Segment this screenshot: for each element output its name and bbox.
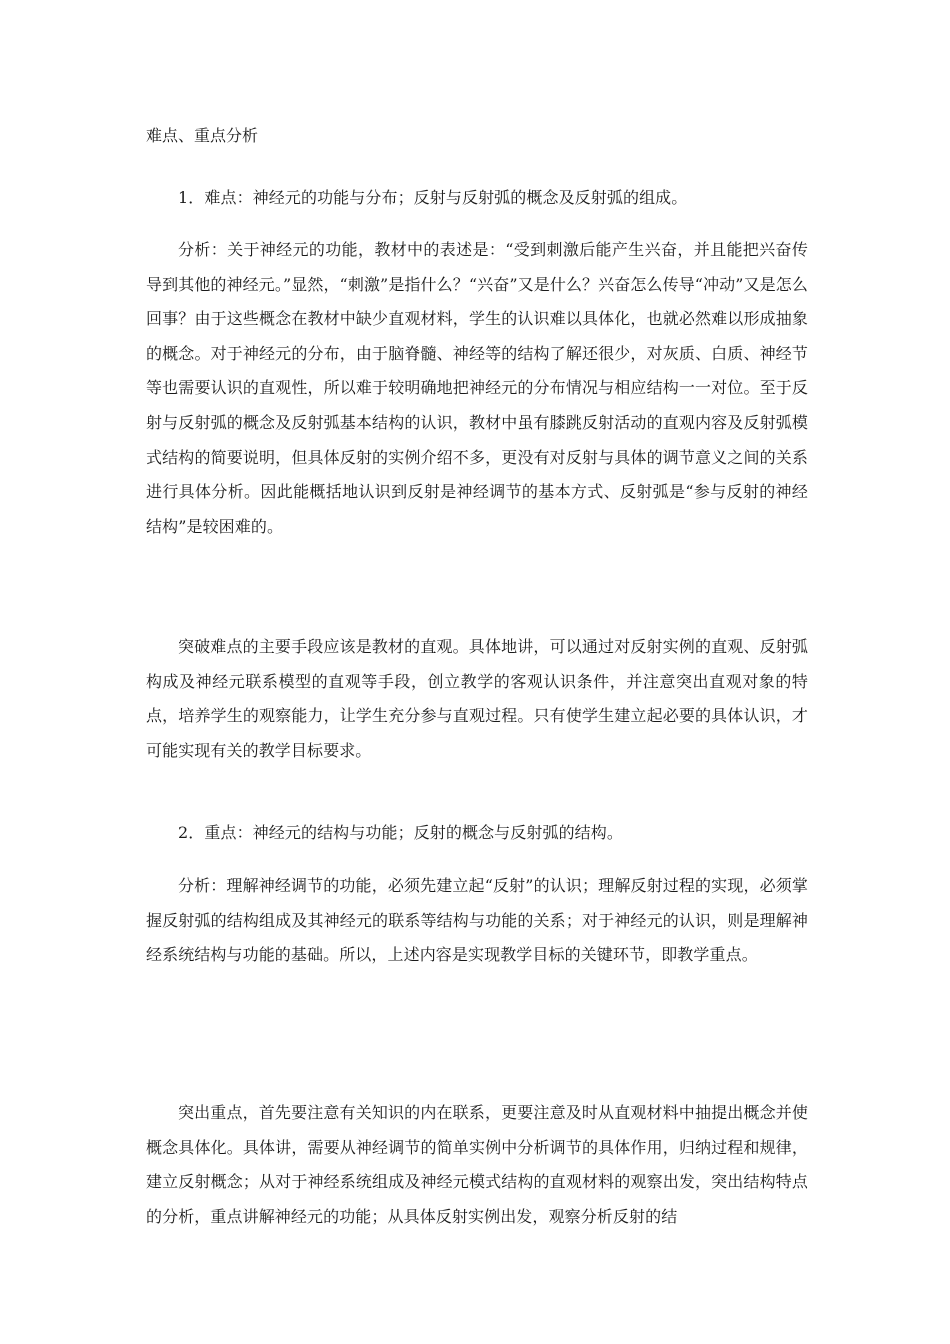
paragraph-key-analysis: 分析：理解神经调节的功能，必须先建立起“反射”的认识；理解反射过程的实现，必须掌握反射弧的结构组成及其神经元的联系等结构与功能的关系；对于神经元的认识，则是理解神经系统结构与功能的基础。所以，上述内容是实现教学目标的关键环节，即教学重点。	[146, 876, 808, 965]
section-heading: 难点、重点分析	[146, 126, 259, 145]
paragraph-key-point: 2．重点：神经元的结构与功能；反射的概念与反射弧的结构。	[178, 823, 623, 842]
paragraph-difficulty-breakthrough: 突破难点的主要手段应该是教材的直观。具体地讲，可以通过对反射实例的直观、反射弧构成及神经元联系模型的直观等手段，创立教学的客观认识条件，并注意突出直观对象的特点，培养学生的观察能力，让学生充分参与直观过程。只有使学生建立起必要的具体认识，才可能实现有关的教学目标要求。	[146, 637, 808, 760]
paragraph-difficulty-point: 1．难点：神经元的功能与分布；反射与反射弧的概念及反射弧的组成。	[178, 188, 688, 207]
paragraph-key-emphasis: 突出重点，首先要注意有关知识的内在联系，更要注意及时从直观材料中抽提出概念并使概念具体化。具体讲，需要从神经调节的简单实例中分析调节的具体作用，归纳过程和规律，建立反射概念；从对于神经系统组成及神经元模式结构的直观材料的观察出发，突出结构特点的分析，重点讲解神经元的功能；从具体反射实例出发，观察分析反射的结	[146, 1103, 808, 1226]
paragraph-difficulty-analysis: 分析：关于神经元的功能，教材中的表述是：“受到刺激后能产生兴奋，并且能把兴奋传导到其他的神经元。”显然，“刺激”是指什么？“兴奋”又是什么？兴奋怎么传导“冲动”又是怎么回事？由于这些概念在教材中缺少直观材料，学生的认识难以具体化，也就必然难以形成抽象的概念。对于神经元的分布，由于脑脊髓、神经等的结构了解还很少，对灰质、白质、神经节等也需要认识的直观性，所以难于较明确地把神经元的分布情况与相应结构一一对位。至于反射与反射弧的概念及反射弧基本结构的认识，教材中虽有膝跳反射活动的直观内容及反射弧模式结构的简要说明，但具体反射的实例介绍不多，更没有对反射与具体的调节意义之间的关系进行具体分析。因此能概括地认识到反射是神经调节的基本方式、反射弧是“参与反射的神经结构”是较困难的。	[146, 240, 808, 536]
